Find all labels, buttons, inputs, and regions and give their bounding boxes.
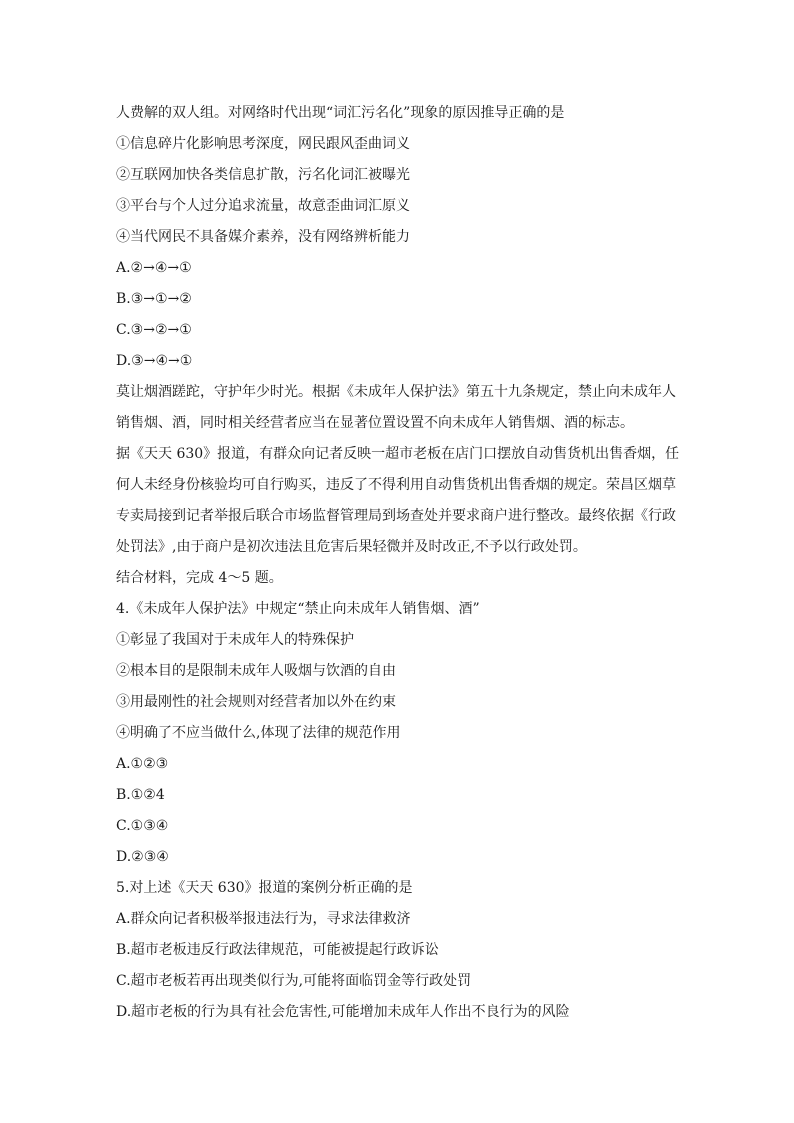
question-4-section: [116, 594, 682, 873]
question-4-option-d: D.②③④: [116, 849, 169, 865]
question-3-statement-1: ①信息碎片化影响思考深度，网民跟风歪曲词义: [116, 136, 410, 152]
question-4-stem: 4.《未成年人保护法》中规定“禁止向未成年人销售烟、酒”: [116, 601, 480, 617]
question-3-section: [116, 98, 682, 377]
material-para-2-line-3: 专卖局接到记者举报后联合市场监督管理局到场查处并要求商户进行整改。最终依据《行政: [116, 508, 676, 524]
question-4-statement-4: ④明确了不应当做什么,体现了法律的规范作用: [116, 725, 401, 741]
material-section: [116, 377, 682, 594]
question-3-option-a: A.②→④→①: [116, 260, 192, 276]
question-4-option-b: B.①②4: [116, 787, 165, 803]
question-3-option-b: B.③→①→②: [116, 291, 192, 307]
question-4-statement-1: ①彰显了我国对于未成年人的特殊保护: [116, 632, 354, 648]
question-4-statement-3: ③用最刚性的社会规则对经营者加以外在约束: [116, 694, 396, 710]
question-4-statement-2: ②根本目的是限制未成年人吸烟与饮酒的自由: [116, 663, 396, 679]
material-para-2-line-4: 处罚法》,由于商户是初次违法且危害后果轻微并及时改正,不予以行政处罚。: [116, 539, 587, 555]
material-instruction: 结合材料，完成 4～5 题。: [116, 570, 283, 586]
question-5-option-a: A.群众向记者积极举报违法行为，寻求法律救济: [116, 911, 411, 927]
question-5-section: [116, 873, 682, 1028]
material-para-1-line-1: 莫让烟酒蹉跎，守护年少时光。根据《未成年人保护法》第五十九条规定，禁止向未成年人: [116, 384, 676, 400]
question-3-statement-4: ④当代网民不具备媒介素养，没有网络辨析能力: [116, 229, 410, 245]
question-3-statement-3: ③平台与个人过分追求流量，故意歪曲词汇原义: [116, 198, 410, 214]
question-3-stem-end: 人费解的双人组。对网络时代出现“词汇污名化”现象的原因推导正确的是: [116, 105, 565, 121]
question-3-option-c: C.③→②→①: [116, 322, 192, 338]
page-content: [116, 98, 682, 1028]
question-4-option-c: C.①③④: [116, 818, 169, 834]
question-5-option-c: C.超市老板若再出现类似行为,可能将面临罚金等行政处罚: [116, 973, 472, 989]
question-5-option-b: B.超市老板违反行政法律规范，可能被提起行政诉讼: [116, 942, 439, 958]
material-para-1-line-2: 销售烟、酒，同时相关经营者应当在显著位置设置不向未成年人销售烟、酒的标志。: [116, 415, 634, 431]
material-para-2-line-1: 据《天天 630》报道，有群众向记者反映一超市老板在店门口摆放自动售货机出售香烟，任: [116, 446, 680, 462]
question-3-option-d: D.③→④→①: [116, 353, 193, 369]
question-3-statement-2: ②互联网加快各类信息扩散，污名化词汇被曝光: [116, 167, 410, 183]
question-5-stem: 5.对上述《天天 630》报道的案例分析正确的是: [116, 880, 413, 896]
question-5-option-d: D.超市老板的行为具有社会危害性,可能增加未成年人作出不良行为的风险: [116, 1004, 570, 1020]
question-4-option-a: A.①②③: [116, 756, 169, 772]
material-para-2-line-2: 何人未经身份核验均可自行购买，违反了不得利用自动售货机出售香烟的规定。荣昌区烟草: [116, 477, 676, 493]
